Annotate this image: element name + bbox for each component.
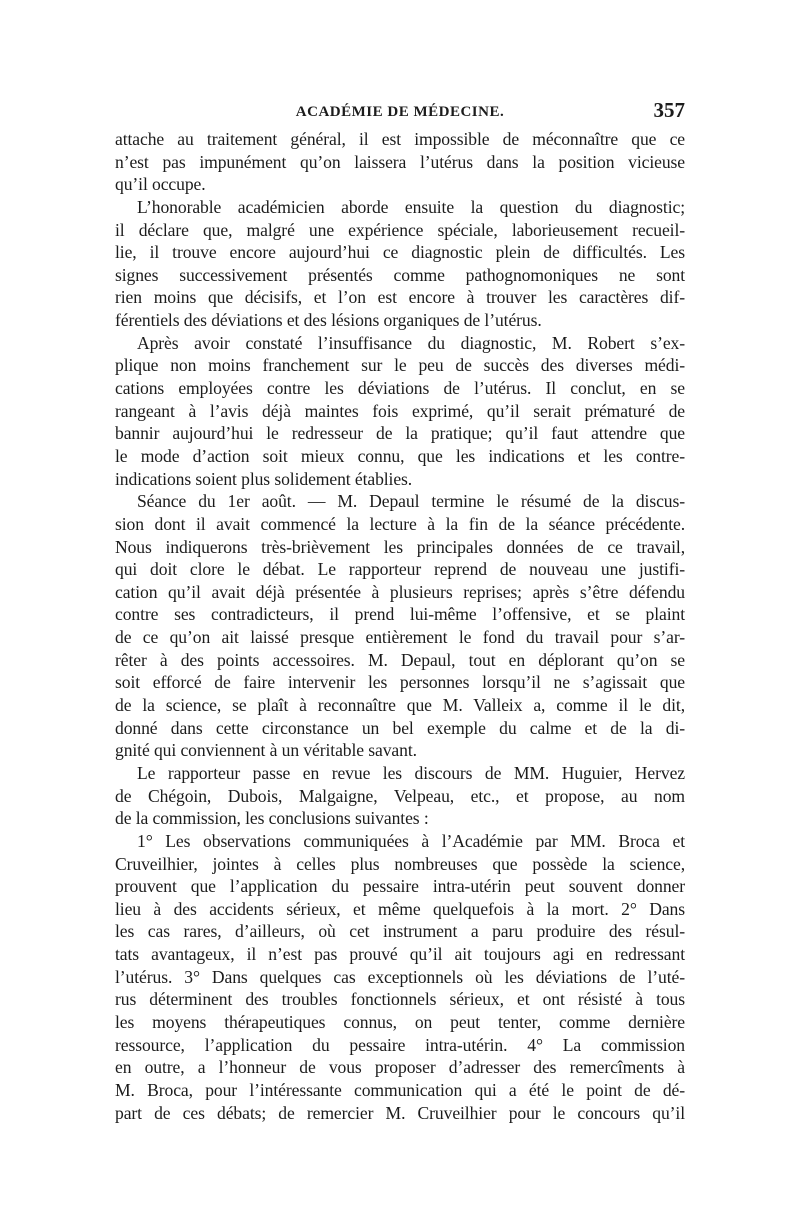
text-line: le mode d’action soit mieux connu, que les indications et les contre- (115, 445, 685, 466)
text-line: rangeant à l’avis déjà maintes fois exprimé, qu’il serait prématuré de (115, 400, 685, 421)
text-line: plique non moins franchement sur le peu de succès des diverses médi- (115, 355, 685, 376)
text-line: sion dont il avait commencé la lecture à la fin de la séance précédente. (115, 513, 685, 534)
text-line: les moyens thérapeutiques connus, on peut tenter, comme dernière (115, 1011, 685, 1032)
text-line: rus déterminent des troubles fonctionnels sérieux, et ont résisté à tous (115, 989, 685, 1010)
text-line: donné dans cette circonstance un bel exemple du calme et de la di- (115, 717, 685, 738)
body-text (115, 128, 685, 1124)
text-line: de ce qu’on ait laissé presque entièrement le fond du travail pour s’ar- (115, 627, 685, 648)
text-line: lieu à des accidents sérieux, et même quelquefois à la mort. 2° Dans (115, 898, 685, 919)
text-line: les cas rares, d’ailleurs, où cet instrument a paru produire des résul- (115, 921, 685, 942)
text-line: rêter à des points accessoires. M. Depaul, tout en déplorant qu’on se (115, 649, 685, 670)
text-line: bannir aujourd’hui le redresseur de la pratique; qu’il faut attendre que (115, 423, 685, 444)
text-line: tats avantageux, il n’est pas prouvé qu’il ait toujours agi en redressant (115, 944, 685, 965)
text-line: Séance du 1er août. — M. Depaul termine le résumé de la discus- (137, 491, 685, 512)
text-line: contre ses contradicteurs, il prend lui-même l’offensive, et se plaint (115, 604, 685, 625)
text-line: n’est pas impunément qu’on laissera l’utérus dans la position vicieuse (115, 151, 685, 172)
text-line: attache au traitement général, il est impossible de méconnaître que ce (115, 129, 685, 149)
text-line: lie, il trouve encore aujourd’hui ce diagnostic plein de difficultés. Les (115, 242, 685, 263)
text-line: part de ces débats; de remercier M. Cruveilhier pour le concours qu’il (115, 1102, 685, 1123)
page-number: 357 (653, 98, 685, 122)
running-head (115, 98, 685, 126)
text-line: il déclare que, malgré une expérience spéciale, laborieusement recueil- (115, 219, 685, 240)
text-line: M. Broca, pour l’intéressante communication qui a été le point de dé- (115, 1079, 685, 1100)
text-line: signes successivement présentés comme pathognomoniques ne sont (115, 264, 685, 285)
text-line: rien moins que décisifs, et l’on est encore à trouver les caractères dif- (115, 287, 685, 308)
text-line: 1° Les observations communiquées à l’Académie par MM. Broca et (137, 830, 685, 851)
text-line: Nous indiquerons très-brièvement les principales données de ce travail, (115, 536, 685, 557)
text-line: gnité qui conviennent à un véritable savant. (115, 740, 417, 761)
text-line: cations employées contre les déviations de l’utérus. Il conclut, en se (115, 378, 685, 399)
text-line: de la commission, les conclusions suivantes : (115, 808, 429, 829)
text-line: en outre, a l’honneur de vous proposer d’adresser des remercîments à (115, 1057, 685, 1078)
text-line: qui doit clore le débat. Le rapporteur reprend de nouveau une justifi- (115, 559, 685, 580)
text-line: Le rapporteur passe en revue les discours de MM. Huguier, Hervez (137, 762, 685, 783)
text-line: ressource, l’application du pessaire intra-utérin. 4° La commission (115, 1034, 685, 1055)
text-line: Après avoir constaté l’insuffisance du diagnostic, M. Robert s’ex- (137, 332, 685, 353)
text-line: cation qu’il avait déjà présentée à plusieurs reprises; après s’être défendu (115, 581, 685, 602)
text-line: de la science, se plaît à reconnaître que M. Valleix a, comme il le dit, (115, 695, 685, 716)
text-line: soit efforcé de faire intervenir les personnes lorsqu’il ne s’agissait que (115, 672, 685, 693)
text-line: prouvent que l’application du pessaire intra-utérin peut souvent donner (115, 876, 685, 897)
text-line: L’honorable académicien aborde ensuite la question du diagnostic; (137, 196, 685, 217)
text-line: l’utérus. 3° Dans quelques cas exceptionnels où les déviations de l’uté- (115, 966, 685, 987)
text-line: indications soient plus solidement établies. (115, 468, 413, 489)
text-line: qu’il occupe. (115, 174, 206, 195)
text-line: de Chégoin, Dubois, Malgaigne, Velpeau, etc., et propose, au nom (115, 785, 685, 806)
text-line: Cruveilhier, jointes à celles plus nombreuses que possède la science, (115, 853, 685, 874)
running-title: ACADÉMIE DE MÉDECINE. (295, 104, 505, 120)
text-line: férentiels des déviations et des lésions organiques de l’utérus. (115, 310, 542, 331)
